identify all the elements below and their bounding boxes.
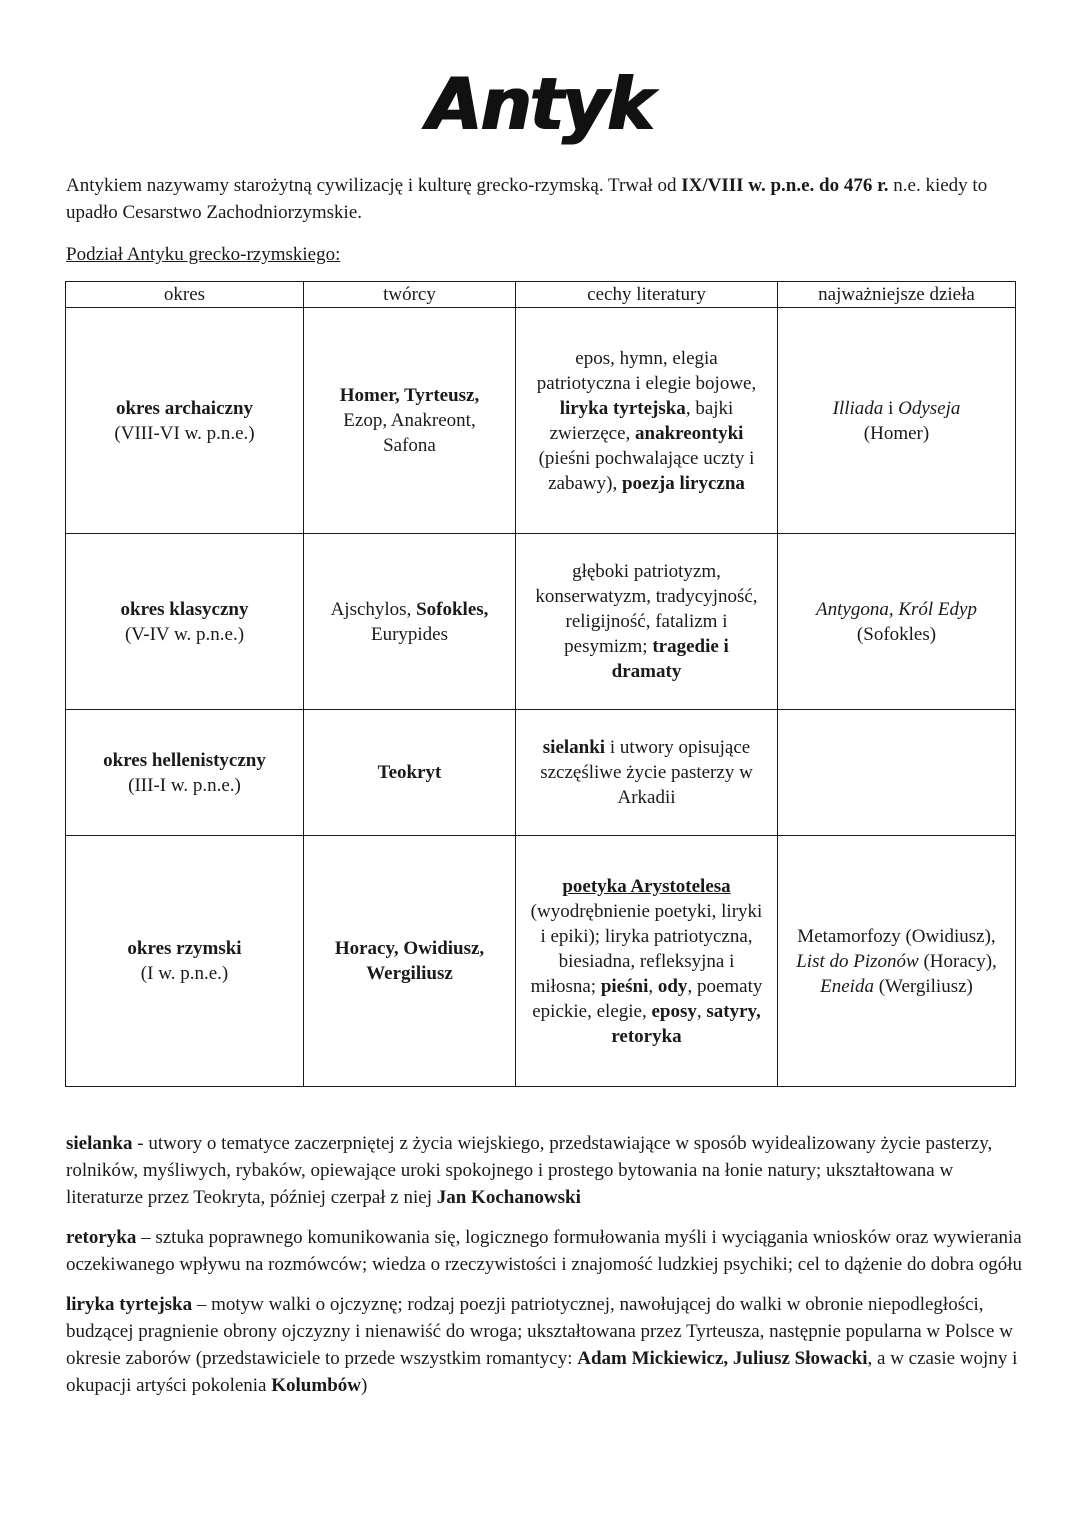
feature-text: i utwory opisujące szczęśliwe życie pasterzy w Arkadii — [540, 737, 753, 808]
features-cell — [516, 534, 778, 710]
table-row — [66, 534, 1016, 710]
definition-text: , a w czasie wojny i okupacji artyści pokolenia — [66, 1348, 1018, 1396]
definition-retoryka — [66, 1224, 1024, 1278]
period-cell — [66, 534, 304, 710]
feature-text: (wyodrębnienie poetyki, liryki i epiki); liryka patriotyczna, biesiadna, refleksyjna i miłosna; — [530, 900, 763, 997]
work-title: Illiada — [832, 397, 884, 419]
period-name: okres hellenistyczny — [103, 749, 266, 771]
definition-bold: Jan Kochanowski — [436, 1187, 581, 1208]
definitions-section — [66, 1130, 1024, 1412]
authors-cell — [304, 836, 516, 1087]
feature-bold: satyry, retoryka — [611, 1000, 761, 1047]
definition-term: sielanka — [66, 1133, 133, 1154]
period-dates: (V-IV w. p.n.e.) — [124, 623, 245, 645]
work-text: Metamorfozy (Owidiusz), — [797, 925, 996, 947]
column-header-authors: twórcy — [304, 282, 516, 308]
work-author: (Homer) — [863, 422, 930, 444]
feature-text: (pieśni pochwalające uczty i zabawy), — [538, 447, 755, 494]
period-name: okres klasyczny — [120, 598, 249, 620]
section-subheading: Podział Antyku grecko-rzymskiego: — [66, 244, 341, 265]
definition-text: – motyw walki o ojczyznę; rodzaj poezji patriotycznej, nawołującej do walki w obronie niepodległości, budzącej pragnienie obrony ojczyzny i nienawiść do wroga; ukształtowana przez Tyrteusza, następnie popularna w Polsce w okresie zaborów (przedstawiciele to przede wszystkim romantycy: — [66, 1294, 1013, 1369]
authors-cell — [304, 308, 516, 534]
feature-text: głęboki patriotyzm, konserwatyzm, tradycyjność, religijność, fatalizm i pesymizm; — [535, 561, 758, 657]
author-name: Eurypides — [370, 623, 449, 645]
period-cell — [66, 308, 304, 534]
feature-bold: poetyka Arystotelesa — [562, 875, 731, 897]
column-header-period: okres — [66, 282, 304, 308]
feature-text: , bajki zwierzęce, — [549, 397, 734, 444]
intro-text-end: n.e. kiedy to upadło Cesarstwo Zachodniorzymskie. — [66, 175, 988, 223]
definition-bold: Adam Mickiewicz, Juliusz Słowacki — [577, 1348, 868, 1369]
table-row — [66, 710, 1016, 836]
period-name: okres archaiczny — [115, 397, 254, 419]
column-header-works: najważniejsze dzieła — [778, 282, 1016, 308]
works-cell — [778, 710, 1016, 836]
author-name: Safona — [383, 435, 436, 456]
author-name: Ezop, Anakreont, — [343, 410, 476, 431]
table-row — [66, 308, 1016, 534]
period-dates: (I w. p.n.e.) — [140, 963, 229, 984]
feature-bold: anakreontyki — [635, 422, 744, 444]
periods-table — [65, 281, 1016, 1087]
period-cell — [66, 836, 304, 1087]
table-row — [66, 836, 1016, 1087]
work-text: i — [883, 397, 899, 419]
work-title: Eneida — [820, 975, 874, 997]
feature-bold: ody — [657, 975, 688, 997]
intro-dates: IX/VIII w. p.n.e. do 476 r. — [681, 175, 889, 196]
author-name: Teokryt — [377, 762, 442, 783]
feature-bold: sielanki — [542, 737, 606, 758]
definition-sielanka — [66, 1130, 1024, 1211]
author-name: Wergiliusz — [366, 963, 453, 984]
features-cell — [516, 836, 778, 1087]
author-name: Homer, Tyrteusz, — [339, 385, 480, 406]
author-name: Sofokles, — [416, 598, 489, 620]
period-cell — [66, 710, 304, 836]
feature-text: , — [648, 975, 658, 997]
feature-bold: tragedie i dramaty — [611, 636, 729, 682]
intro-text: Antykiem nazywamy starożytną cywilizację i kulturę grecko-rzymską. Trwał od — [66, 175, 682, 196]
definition-liryka-tyrtejska — [66, 1291, 1024, 1399]
page-title: Antyk — [426, 62, 654, 146]
work-title: Antygona, Król Edyp — [816, 598, 977, 620]
work-title: Odyseja — [898, 397, 961, 419]
feature-text: , — [696, 1000, 707, 1022]
feature-bold: pieśni — [600, 975, 649, 997]
feature-bold: poezja liryczna — [621, 472, 745, 494]
work-author: (Sofokles) — [856, 623, 937, 645]
definition-term: retoryka — [66, 1227, 137, 1248]
work-text: (Wergiliusz) — [873, 975, 973, 997]
authors-cell — [304, 710, 516, 836]
feature-text: , poematy epickie, elegie, — [532, 975, 763, 1022]
period-dates: (III-I w. p.n.e.) — [128, 774, 241, 796]
works-cell — [778, 534, 1016, 710]
definition-term: liryka tyrtejska — [66, 1294, 193, 1315]
features-cell — [516, 710, 778, 836]
feature-text: epos, hymn, elegia patriotyczna i elegie bojowe, — [536, 347, 757, 394]
column-header-features: cechy literatury — [516, 282, 778, 308]
work-title: List do Pizonów — [796, 950, 919, 972]
feature-bold: liryka tyrtejska — [559, 397, 686, 419]
author-name: Horacy, Owidiusz, — [334, 938, 485, 959]
works-cell — [778, 836, 1016, 1087]
table-header-row — [66, 282, 1016, 308]
definition-text: ) — [361, 1375, 368, 1396]
period-name: okres rzymski — [127, 938, 242, 959]
period-dates: (VIII-VI w. p.n.e.) — [114, 422, 255, 444]
feature-bold: eposy — [651, 1000, 697, 1022]
authors-cell — [304, 534, 516, 710]
author-name: Ajschylos, — [330, 598, 417, 620]
intro-paragraph — [66, 172, 1016, 226]
definition-text: – sztuka poprawnego komunikowania się, logicznego formułowania myśli i wyciągania wniosków oraz wywierania oczekiwanego wpływu na rozmówców; wiedza o rzeczywistości i znajomość ludzkiej psychiki; cel to dążenie do dobra ogółu — [66, 1227, 1023, 1275]
works-cell — [778, 308, 1016, 534]
work-text: (Horacy), — [918, 950, 997, 972]
definition-text: - utwory o tematyce zaczerpniętej z życia wiejskiego, przedstawiające w sposób wyidealizowany życie pasterzy, rolników, myśliwych, rybaków, opiewające uroki spokojnego i prostego bytowania na łonie natury; ukształtowana w literaturze przez Teokryta, później czerpał z niej — [66, 1133, 993, 1208]
features-cell — [516, 308, 778, 534]
definition-bold: Kolumbów — [271, 1375, 361, 1396]
